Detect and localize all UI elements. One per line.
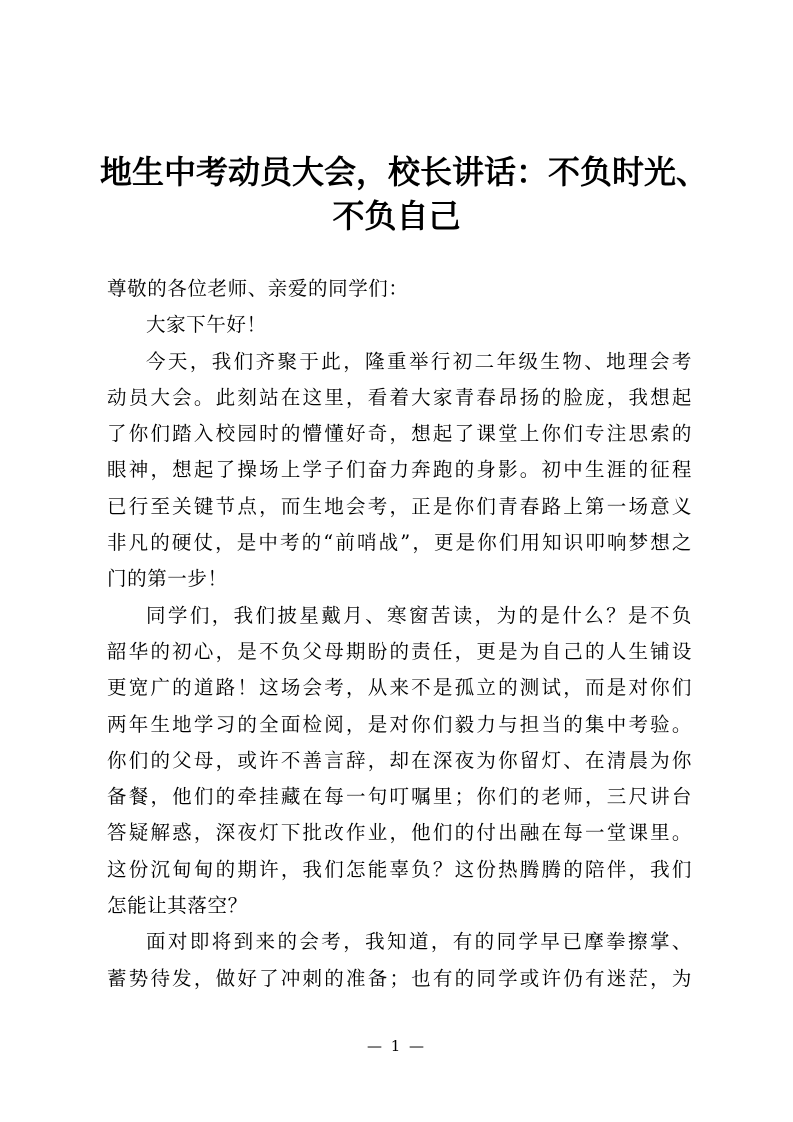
greeting — [107, 307, 692, 343]
page-number: — 1 — — [366, 1037, 427, 1055]
paragraph-line: 答疑解惑，深夜灯下批改作业，他们的付出融在每一堂课里。 — [107, 821, 692, 845]
paragraph-line: 韶华的初心，是不负父母期盼的责任，更是为自己的人生铺设 — [107, 639, 692, 663]
paragraph-line: 你们的父母，或许不善言辞，却在深夜为你留灯、在清晨为你 — [107, 748, 692, 772]
paragraph-line: 已行至关键节点，而生地会考，正是你们青春路上第一场意义 — [107, 494, 692, 518]
paragraph-line: 同学们，我们披星戴月、寒窗苦读，为的是什么？是不负 — [146, 603, 692, 627]
paragraph-line: 眼神，想起了操场上学子们奋力奔跑的身影。初中生涯的征程 — [107, 458, 692, 482]
paragraph-line: 面对即将到来的会考，我知道，有的同学早已摩拳擦掌、 — [146, 930, 692, 954]
paragraph-line: 动员大会。此刻站在这里，看着大家青春昂扬的脸庞，我想起 — [107, 385, 692, 409]
paragraph-3 — [107, 924, 692, 997]
greeting-text: 大家下午好！ — [146, 313, 267, 337]
paragraph-line: 了你们踏入校园时的懵懂好奇，想起了课堂上你们专注思索的 — [107, 422, 692, 446]
paragraph-line: 怎能让其落空？ — [107, 894, 248, 918]
paragraph-line: 蓄势待发，做好了冲刺的准备；也有的同学或许仍有迷茫，为 — [107, 966, 692, 990]
paragraph-1 — [107, 344, 692, 598]
paragraph-line: 非凡的硬仗，是中考的“前哨战”，更是你们用知识叩响梦想之 — [107, 531, 692, 555]
salutation — [107, 271, 692, 307]
paragraph-line: 更宽广的道路！这场会考，从来不是孤立的测试，而是对你们 — [107, 676, 692, 700]
document-title — [100, 150, 709, 238]
salutation-text: 尊敬的各位老师、亲爱的同学们： — [107, 277, 409, 300]
document-body — [107, 271, 692, 997]
paragraph-line: 门的第一步！ — [107, 567, 228, 591]
paragraph-line: 这份沉甸甸的期许，我们怎能辜负？这份热腾腾的陪伴，我们 — [107, 857, 692, 881]
title-line-1: 地生中考动员大会，校长讲话：不负时光、 — [100, 153, 709, 191]
paragraph-line: 备餐，他们的牵挂藏在每一句叮嘱里；你们的老师，三尺讲台 — [107, 785, 692, 809]
paragraph-line: 今天，我们齐聚于此，隆重举行初二年级生物、地理会考 — [146, 349, 692, 373]
title-line-2: 不负自己 — [332, 197, 461, 235]
paragraph-2 — [107, 598, 692, 925]
paragraph-line: 两年生地学习的全面检阅，是对你们毅力与担当的集中考验。 — [107, 712, 692, 736]
